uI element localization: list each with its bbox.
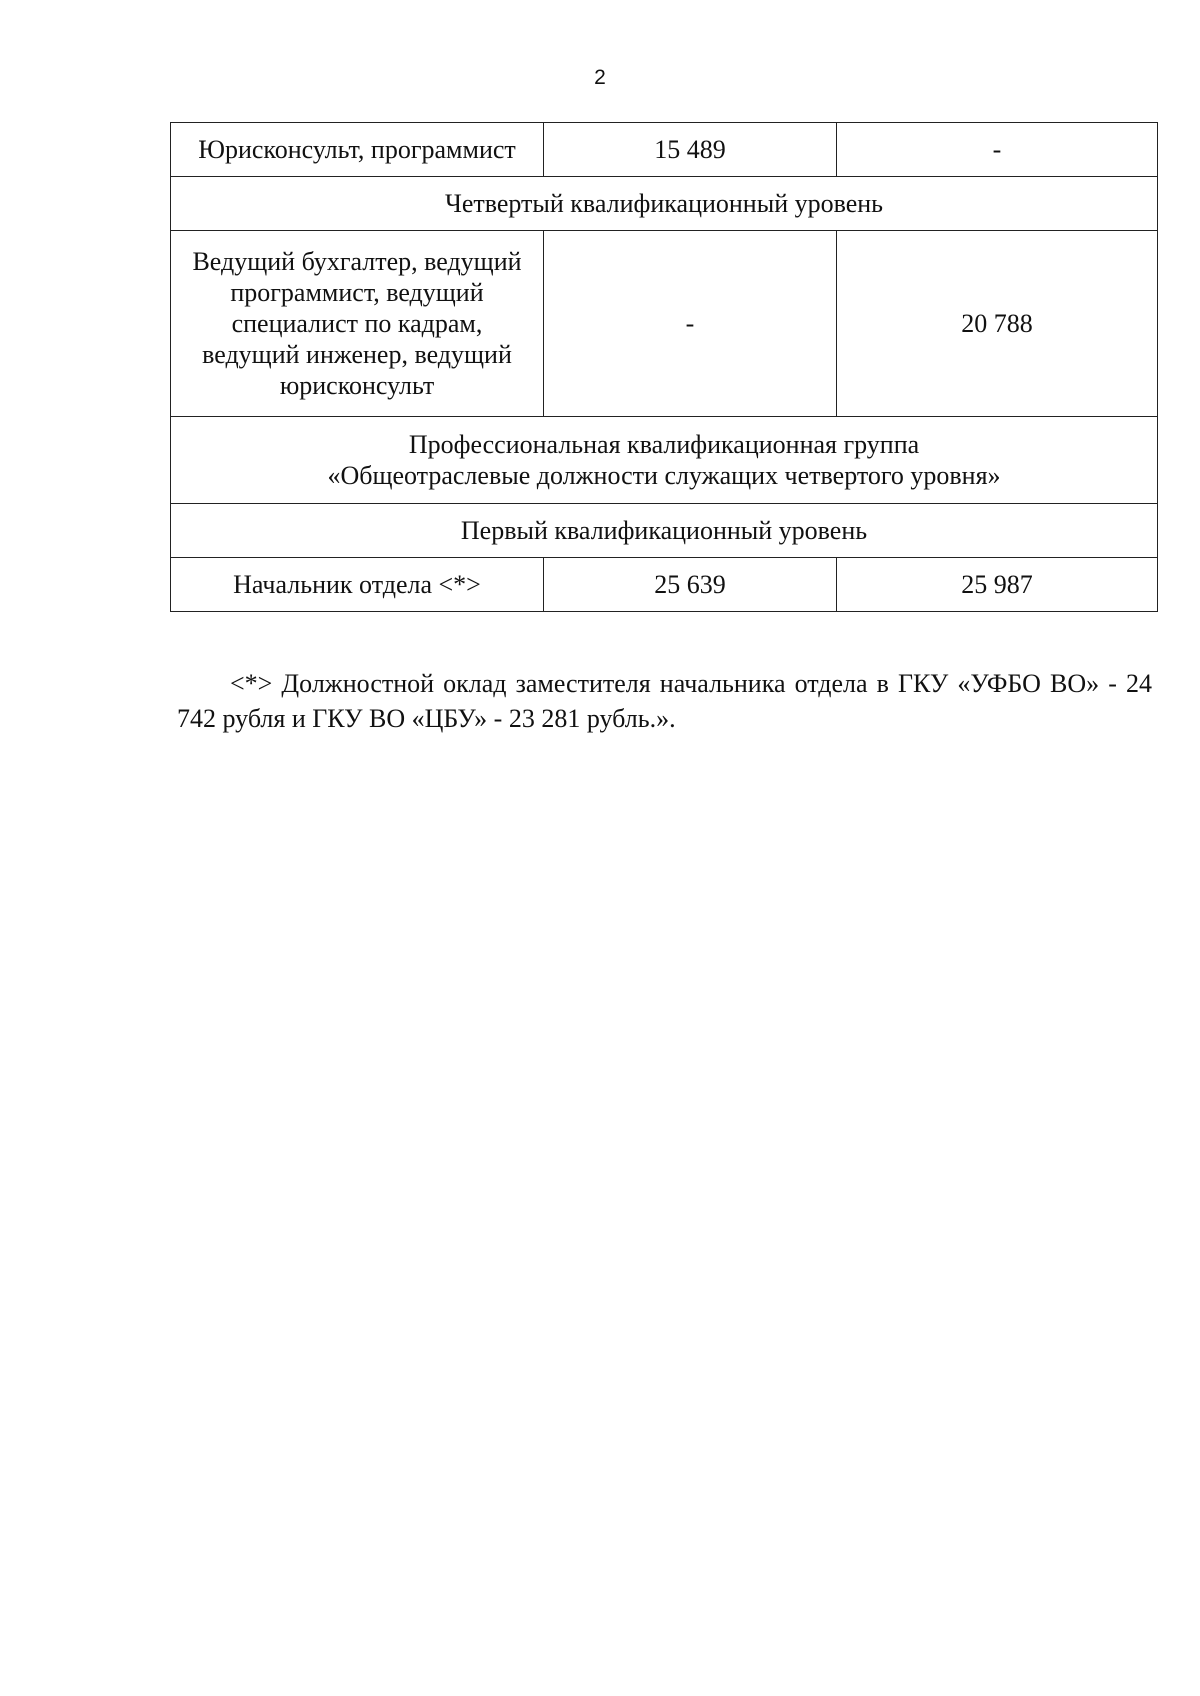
position-line: Ведущий бухгалтер, ведущий xyxy=(192,247,522,276)
qualification-level-heading: Первый квалификационный уровень xyxy=(171,504,1158,558)
table-row xyxy=(171,123,1158,177)
footnote: <*> Должностной оклад заместителя начальника отдела в ГКУ «УФБО ВО» - 24 742 рубля и ГКУ ВО «ЦБУ» - 23 281 рубль.». xyxy=(177,669,1152,733)
position-line: ведущий инженер, ведущий xyxy=(202,340,512,369)
salary-cell: - xyxy=(544,231,837,417)
position-line: юрисконсульт xyxy=(279,371,435,400)
position-line: программист, ведущий xyxy=(230,278,484,307)
table-row xyxy=(171,417,1158,504)
salary-cell: - xyxy=(837,123,1158,177)
salary-cell: 20 788 xyxy=(837,231,1158,417)
position-cell: Начальник отдела <*> xyxy=(171,558,544,612)
table-row xyxy=(171,558,1158,612)
salary-cell: 25 987 xyxy=(837,558,1158,612)
group-heading-line: «Общеотраслевые должности служащих четвертого уровня» xyxy=(327,461,1001,490)
qualification-level-heading: Четвертый квалификационный уровень xyxy=(171,177,1158,231)
table-row xyxy=(171,231,1158,417)
qualification-group-heading xyxy=(171,417,1158,504)
position-cell: Юрисконсульт, программист xyxy=(171,123,544,177)
position-cell xyxy=(171,231,544,417)
salary-cell: 15 489 xyxy=(544,123,837,177)
table-row xyxy=(171,504,1158,558)
salary-cell: 25 639 xyxy=(544,558,837,612)
group-heading-line: Профессиональная квалификационная группа xyxy=(408,430,920,459)
table-row xyxy=(171,177,1158,231)
page-number: 2 xyxy=(594,66,606,89)
position-line: специалист по кадрам, xyxy=(231,309,483,338)
salary-table xyxy=(170,122,1158,612)
